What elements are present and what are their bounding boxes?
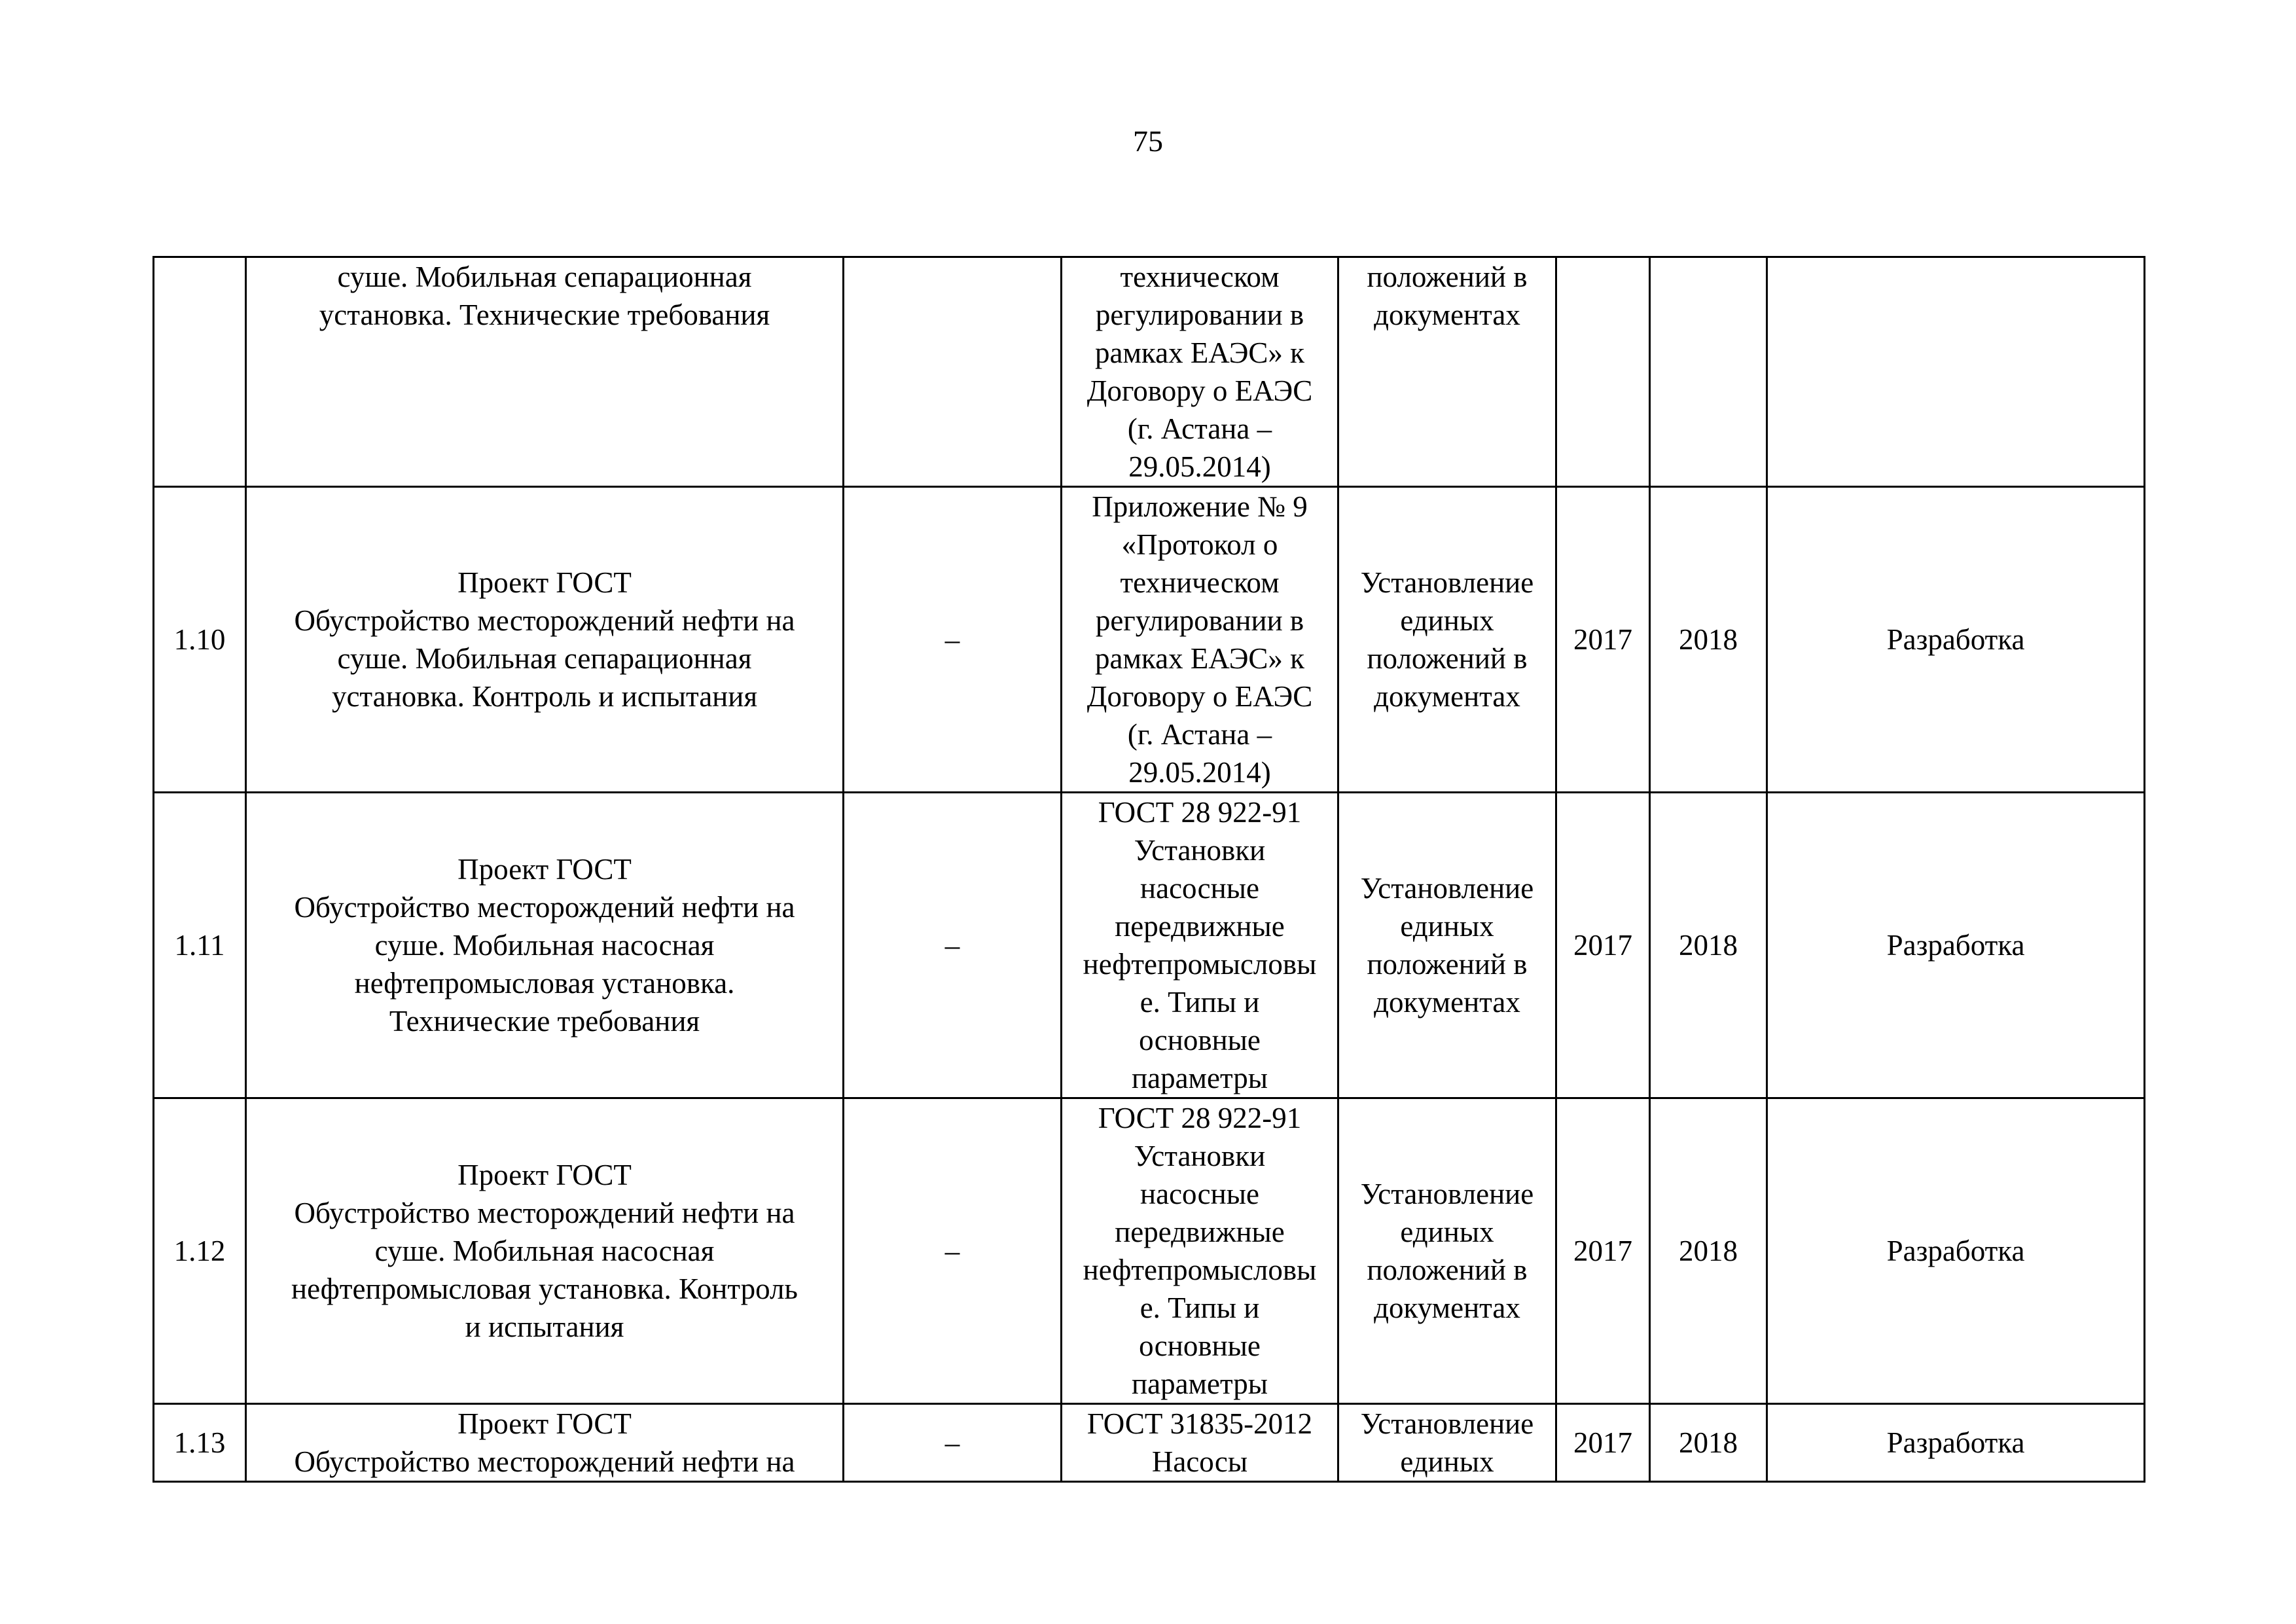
standard-title-cell: Проект ГОСТ Обустройство месторождений нефти на суше. Мобильная сепарационная установка. Контроль и испытания — [246, 487, 844, 793]
start-year-cell: 2017 — [1556, 487, 1650, 793]
dash-cell: – — [844, 1404, 1062, 1482]
end-year-cell: 2018 — [1650, 1404, 1767, 1482]
row-number-cell — [154, 257, 246, 487]
standard-title-cell: суше. Мобильная сепарационная установка. Технические требования — [246, 257, 844, 487]
work-type-cell: Разработка — [1767, 1098, 2145, 1404]
work-type-cell — [1767, 257, 2145, 487]
dash-cell: – — [844, 487, 1062, 793]
standard-title-cell: Проект ГОСТ Обустройство месторождений нефти на суше. Мобильная насосная нефтепромысловая установка. Контроль и испытания — [246, 1098, 844, 1404]
work-type-cell: Разработка — [1767, 793, 2145, 1098]
start-year-cell: 2017 — [1556, 1098, 1650, 1404]
work-type-cell: Разработка — [1767, 1404, 2145, 1482]
purpose-cell: Установление единых — [1338, 1404, 1556, 1482]
basis-cell: ГОСТ 28 922-91 Установки насосные передвижные нефтепромысловы е. Типы и основные параметры — [1062, 793, 1338, 1098]
end-year-cell: 2018 — [1650, 1098, 1767, 1404]
basis-cell: техническом регулировании в рамках ЕАЭС» к Договору о ЕАЭС (г. Астана – 29.05.2014) — [1062, 257, 1338, 487]
row-number-cell: 1.11 — [154, 793, 246, 1098]
standards-plan-table — [152, 256, 2145, 1483]
end-year-cell: 2018 — [1650, 793, 1767, 1098]
start-year-cell — [1556, 257, 1650, 487]
table-row — [154, 1404, 2145, 1482]
row-number-cell: 1.13 — [154, 1404, 246, 1482]
table-row — [154, 257, 2145, 487]
end-year-cell: 2018 — [1650, 487, 1767, 793]
standard-title-cell: Проект ГОСТ Обустройство месторождений нефти на суше. Мобильная насосная нефтепромысловая установка. Технические требования — [246, 793, 844, 1098]
basis-cell: ГОСТ 28 922-91 Установки насосные передвижные нефтепромысловы е. Типы и основные параметры — [1062, 1098, 1338, 1404]
row-number-cell: 1.12 — [154, 1098, 246, 1404]
start-year-cell: 2017 — [1556, 793, 1650, 1098]
dash-cell: – — [844, 793, 1062, 1098]
purpose-cell: Установление единых положений в документах — [1338, 1098, 1556, 1404]
basis-cell: ГОСТ 31835-2012 Насосы — [1062, 1404, 1338, 1482]
table-row — [154, 793, 2145, 1098]
basis-cell: Приложение № 9 «Протокол о техническом регулировании в рамках ЕАЭС» к Договору о ЕАЭС (г. Астана – 29.05.2014) — [1062, 487, 1338, 793]
purpose-cell: Установление единых положений в документах — [1338, 793, 1556, 1098]
row-number-cell: 1.10 — [154, 487, 246, 793]
table-row — [154, 487, 2145, 793]
page-number: 75 — [1133, 124, 1163, 158]
dash-cell — [844, 257, 1062, 487]
purpose-cell: Установление единых положений в документах — [1338, 487, 1556, 793]
work-type-cell: Разработка — [1767, 487, 2145, 793]
standard-title-cell: Проект ГОСТ Обустройство месторождений нефти на — [246, 1404, 844, 1482]
end-year-cell — [1650, 257, 1767, 487]
start-year-cell: 2017 — [1556, 1404, 1650, 1482]
purpose-cell: положений в документах — [1338, 257, 1556, 487]
dash-cell: – — [844, 1098, 1062, 1404]
table-row — [154, 1098, 2145, 1404]
